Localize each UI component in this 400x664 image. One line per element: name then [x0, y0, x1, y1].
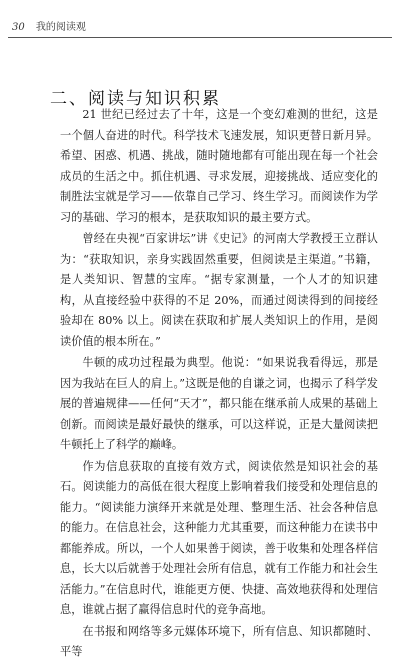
paragraph: 作为信息获取的直接有效方式，阅读依然是知识社会的基石。阅读能力的高低在很大程度上影响着我们接受和处理信息的能力。“阅读能力演绎开来就是处理、整理生活、社会各种信息的能力。在信息社会，这种能力尤其重要，而这种能力在读书中都能养成。所以，一个人如果善于阅读，善于收集和处理各样信息，长大以后就善于处理社会所有信息，就有工作能力和社会生活能力。”在信息时代，谁能更方便、快捷、高效地获得和处理信息，谁就占据了赢得信息时代的竞争高地。	[60, 459, 378, 616]
paragraph: 21 世纪已经过去了十年，这是一个变幻难测的世纪，这是一个個人奋进的时代。科学技术飞速发展，知识更替日新月异。希望、困惑、机遇、挑战，随时随地都有可能出现在每一个社会成员的生活之中。抓住机遇、寻求发展，迎接挑战、适应变化的制胜法宝就是学习——依靠自己学习、终生学习。而阅读作为学习的基础、学习的根本，是获取知识的最主要方式。	[60, 108, 378, 224]
body-text	[60, 105, 378, 664]
paragraph: 曾经在央视“百家讲坛”讲《史记》的河南大学教授王立群认为：“获取知识，亲身实践固然重要，但阅读是主渠道。”书籍，是人类知识、智慧的宝库。“据专家测量，一个人才的知识建构，从直接经验中获得的不足 20%，而通过阅读得到的间接经验却在 80% 以上。阅读在获取和扩展人类知识上的作用，是阅读价值的根本所在。”	[60, 232, 378, 348]
running-header	[12, 18, 86, 33]
page-number: 30	[12, 22, 25, 33]
section-title: 二、阅读与知识积累	[50, 89, 221, 110]
paragraph: 在书报和网络等多元媒体环境下，所有信息、知识都随时、平等	[60, 624, 378, 658]
paragraph: 牛顿的成功过程最为典型。他说：“如果说我看得远，那是因为我站在巨人的肩上。”这既是他的自谦之词，也揭示了科学发展的普遍规律——任何“天才”，都只能在继承前人成果的基础上创新。而阅读是最好最快的继承，可以这样说，正是大量阅读把牛顿托上了科学的巅峰。	[60, 356, 378, 451]
header-divider	[8, 37, 392, 38]
book-title: 我的阅读观	[35, 22, 86, 33]
